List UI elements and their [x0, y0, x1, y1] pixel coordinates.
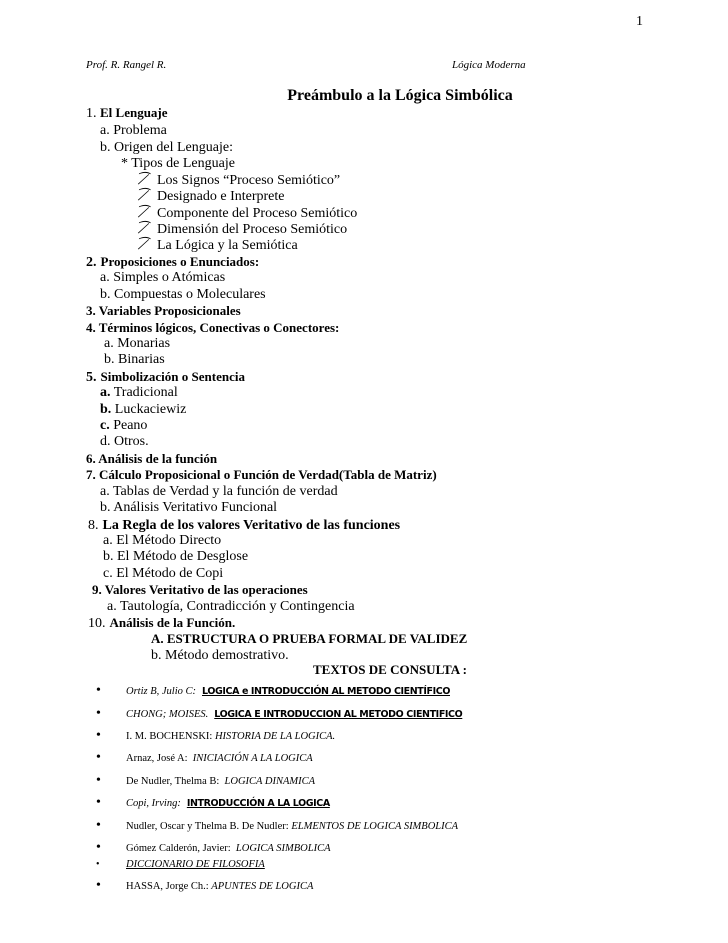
section-1-item-a: a. Problema [100, 123, 167, 138]
section-1-subitem: ⁀̸ Los Signos “Proceso Semiótico” [137, 172, 341, 188]
section-5-item-b: b. Luckaciewiz [100, 402, 187, 417]
bullet-icon: • [96, 859, 100, 870]
bullet-icon: • [96, 878, 101, 893]
section-1-title: El Lenguaje [100, 105, 168, 120]
section-5-item-a: a. Tradicional [100, 385, 178, 400]
section-5-item-c: c. Peano [100, 418, 148, 433]
section-2-item-b: b. Compuestas o Moleculares [100, 287, 266, 302]
document-title-text: Preámbulo a la Lógica Simbólica [287, 87, 513, 104]
bullet-icon: • [96, 773, 101, 788]
section-8-item-a: a. El Método Directo [103, 533, 222, 548]
document-title [0, 87, 728, 105]
reference-item: • CHONG; MOISES. LOGICA E INTRODUCCION AL METODO CIENTIFICO [96, 706, 463, 721]
pen-nib-icon: ⁀̸ [137, 237, 148, 252]
section-8-title: La Regla de los valores Veritativo de las funciones [102, 518, 401, 533]
section-1-tipos: * Tipos de Lenguaje [121, 156, 235, 171]
reference-item: • Gómez Calderón, Javier: LOGICA SIMBOLICA [96, 840, 331, 855]
section-1-subitem: ⁀̸ La Lógica y la Semiótica [137, 237, 298, 253]
section-5-heading [86, 369, 245, 386]
section-3-heading: 3. Variables Proposicionales [86, 303, 241, 318]
section-1-number: 1. [86, 106, 97, 121]
section-1-subitem: ⁀̸ Componente del Proceso Semiótico [137, 205, 358, 221]
section-1-item-b: b. Origen del Lenguaje: [100, 140, 233, 155]
references-heading: TEXTOS DE CONSULTA : [313, 662, 468, 677]
pen-nib-icon: ⁀̸ [137, 221, 148, 236]
section-8-number: 8. [88, 518, 99, 533]
section-9-heading: 9. Valores Veritativo de las operaciones [92, 582, 308, 597]
header-course: Lógica Moderna [452, 59, 526, 71]
section-10-item-a: A. ESTRUCTURA O PRUEBA FORMAL DE VALIDEZ [151, 631, 468, 646]
section-10-title: Análisis de la Función. [109, 615, 236, 630]
bullet-icon: • [96, 795, 101, 810]
section-10-number: 10. [88, 616, 106, 631]
section-7-item-a: a. Tablas de Verdad y la función de verdad [100, 484, 338, 499]
header-author: Prof. R. Rangel R. [86, 59, 167, 71]
section-1-subitem: ⁀̸ Dimensión del Proceso Semiótico [137, 221, 348, 237]
section-1-subitem: ⁀̸ Designado e Interprete [137, 188, 285, 204]
pen-nib-icon: ⁀̸ [137, 205, 148, 220]
section-7-heading: 7. Cálculo Proposicional o Función de Verdad(Tabla de Matriz) [86, 467, 437, 482]
section-10-item-b: b. Método demostrativo. [151, 648, 289, 663]
section-8-item-b: b. El Método de Desglose [103, 549, 249, 564]
bullet-icon: • [96, 706, 101, 721]
section-9-item-a: a. Tautología, Contradicción y Contingencia [107, 599, 355, 614]
reference-item: • Ortiz B, Julio C: LOGICA e INTRODUCCIÓN AL METODO CIENTÍFICO [96, 683, 450, 698]
bullet-icon: • [96, 683, 101, 698]
section-2-number: 2. [86, 255, 97, 270]
reference-item: • Arnaz, José A: INICIACIÓN A LA LOGICA [96, 750, 313, 765]
section-4-item-b: b. Binarias [104, 352, 165, 367]
section-8-heading [88, 517, 400, 534]
section-6-heading: 6. Análisis de la función [86, 451, 218, 466]
section-8-item-c: c. El Método de Copi [103, 566, 224, 581]
reference-item: • DICCIONARIO DE FILOSOFIA [96, 859, 265, 870]
section-1-heading [86, 105, 168, 122]
section-4-item-a: a. Monarias [104, 336, 171, 351]
section-4-heading: 4. Términos lógicos, Conectivas o Conectores: [86, 320, 340, 335]
section-2-heading [86, 254, 259, 271]
section-7-item-b: b. Análisis Veritativo Funcional [100, 500, 278, 515]
reference-item: • De Nudler, Thelma B: LOGICA DINAMICA [96, 773, 316, 788]
page-number: 1 [636, 14, 643, 29]
reference-item: • Nudler, Oscar y Thelma B. De Nudler: ELMENTOS DE LOGICA SIMBOLICA [96, 818, 459, 833]
reference-item: • Copi, Irving: INTRODUCCIÓN A LA LOGICA [96, 795, 330, 810]
section-5-item-d: d. Otros. [100, 434, 149, 449]
reference-item: • HASSA, Jorge Ch.: APUNTES DE LOGICA [96, 878, 314, 893]
bullet-icon: • [96, 750, 101, 765]
section-5-number: 5. [86, 370, 97, 385]
section-5-title: Simbolización o Sentencia [100, 369, 245, 384]
bullet-icon: • [96, 840, 101, 855]
pen-nib-icon: ⁀̸ [137, 188, 148, 203]
section-2-item-a: a. Simples o Atómicas [100, 270, 226, 285]
bullet-icon: • [96, 728, 101, 743]
bullet-icon: • [96, 818, 101, 833]
section-10-heading [88, 615, 235, 632]
pen-nib-icon: ⁀̸ [137, 172, 148, 187]
section-2-title: Proposiciones o Enunciados: [100, 254, 260, 269]
reference-item: • I. M. BOCHENSKI: HISTORIA DE LA LOGICA. [96, 728, 336, 743]
